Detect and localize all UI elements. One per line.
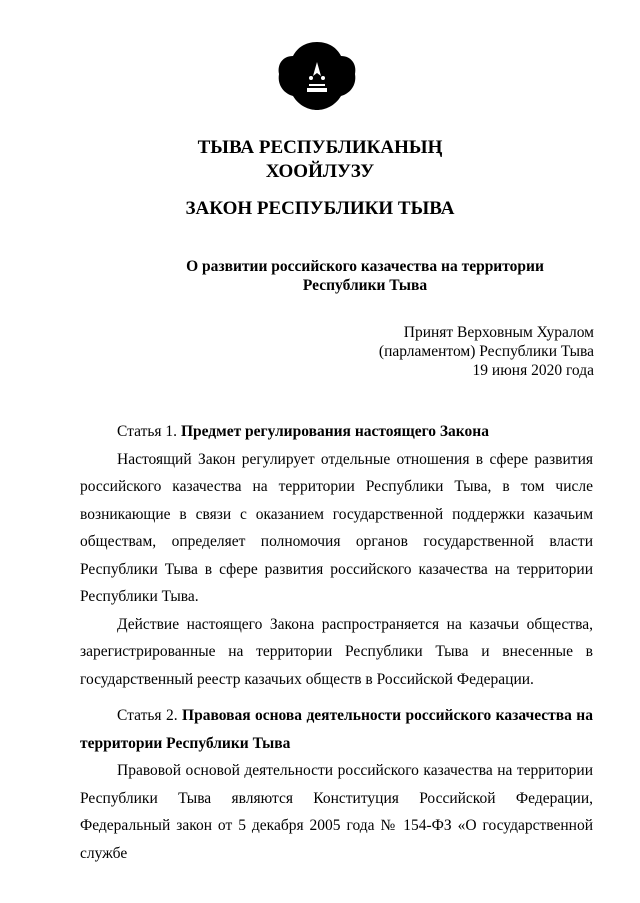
law-title: ЗАКОН РЕСПУБЛИКИ ТЫВА (185, 198, 455, 219)
article-heading (80, 418, 593, 446)
law-subject (150, 257, 580, 295)
adoption-line-2: (парламентом) Республики Тыва (378, 343, 594, 360)
paragraph: Настоящий Закон регулирует отдельные отношения в сфере развития российского казачества на территории Республики Тыва, в том числе возникающие в связи с оказанием государственной поддержки казачьим обществам, определяет полномочия органов государственной власти Республики Тыва в сфере развития российского казачества на территории Республики Тыва. (80, 450, 593, 605)
article-1 (80, 418, 593, 693)
law-subject-line-1: О развитии российского казачества на территории (186, 258, 544, 275)
article-title: Правовая основа деятельности российского казачества на территории Республики Тыва (80, 707, 593, 752)
paragraph: Правовой основой деятельности российского казачества на территории Республики Тыва являются Конституция Российской Федерации, Федеральный закон от 5 декабря 2005 года № 154-ФЗ «О государственной службе (80, 762, 593, 862)
adoption-info (379, 323, 594, 380)
header-line-1: ТЫВА РЕСПУБЛИКАНЫҢ (197, 137, 443, 158)
article-2 (80, 702, 593, 867)
article-number: Статья 1. (117, 423, 178, 440)
article-heading (80, 702, 593, 757)
tuva-coat-of-arms-icon (277, 40, 357, 112)
adoption-date: 19 июня 2020 года (472, 362, 594, 379)
article-number: Статья 2. (117, 707, 178, 724)
article-title: Предмет регулирования настоящего Закона (180, 423, 489, 440)
law-subject-line-2: Республики Тыва (302, 277, 428, 294)
paragraph: Действие настоящего Закона распространяется на казачьи общества, зарегистрированные на территории Республики Тыва и внесенные в государственный реестр казачьих обществ в Российской Федерации. (80, 615, 593, 688)
header-line-2: ХООЙЛУЗУ (265, 161, 375, 182)
adoption-line-1: Принят Верховным Хуралом (403, 324, 594, 341)
